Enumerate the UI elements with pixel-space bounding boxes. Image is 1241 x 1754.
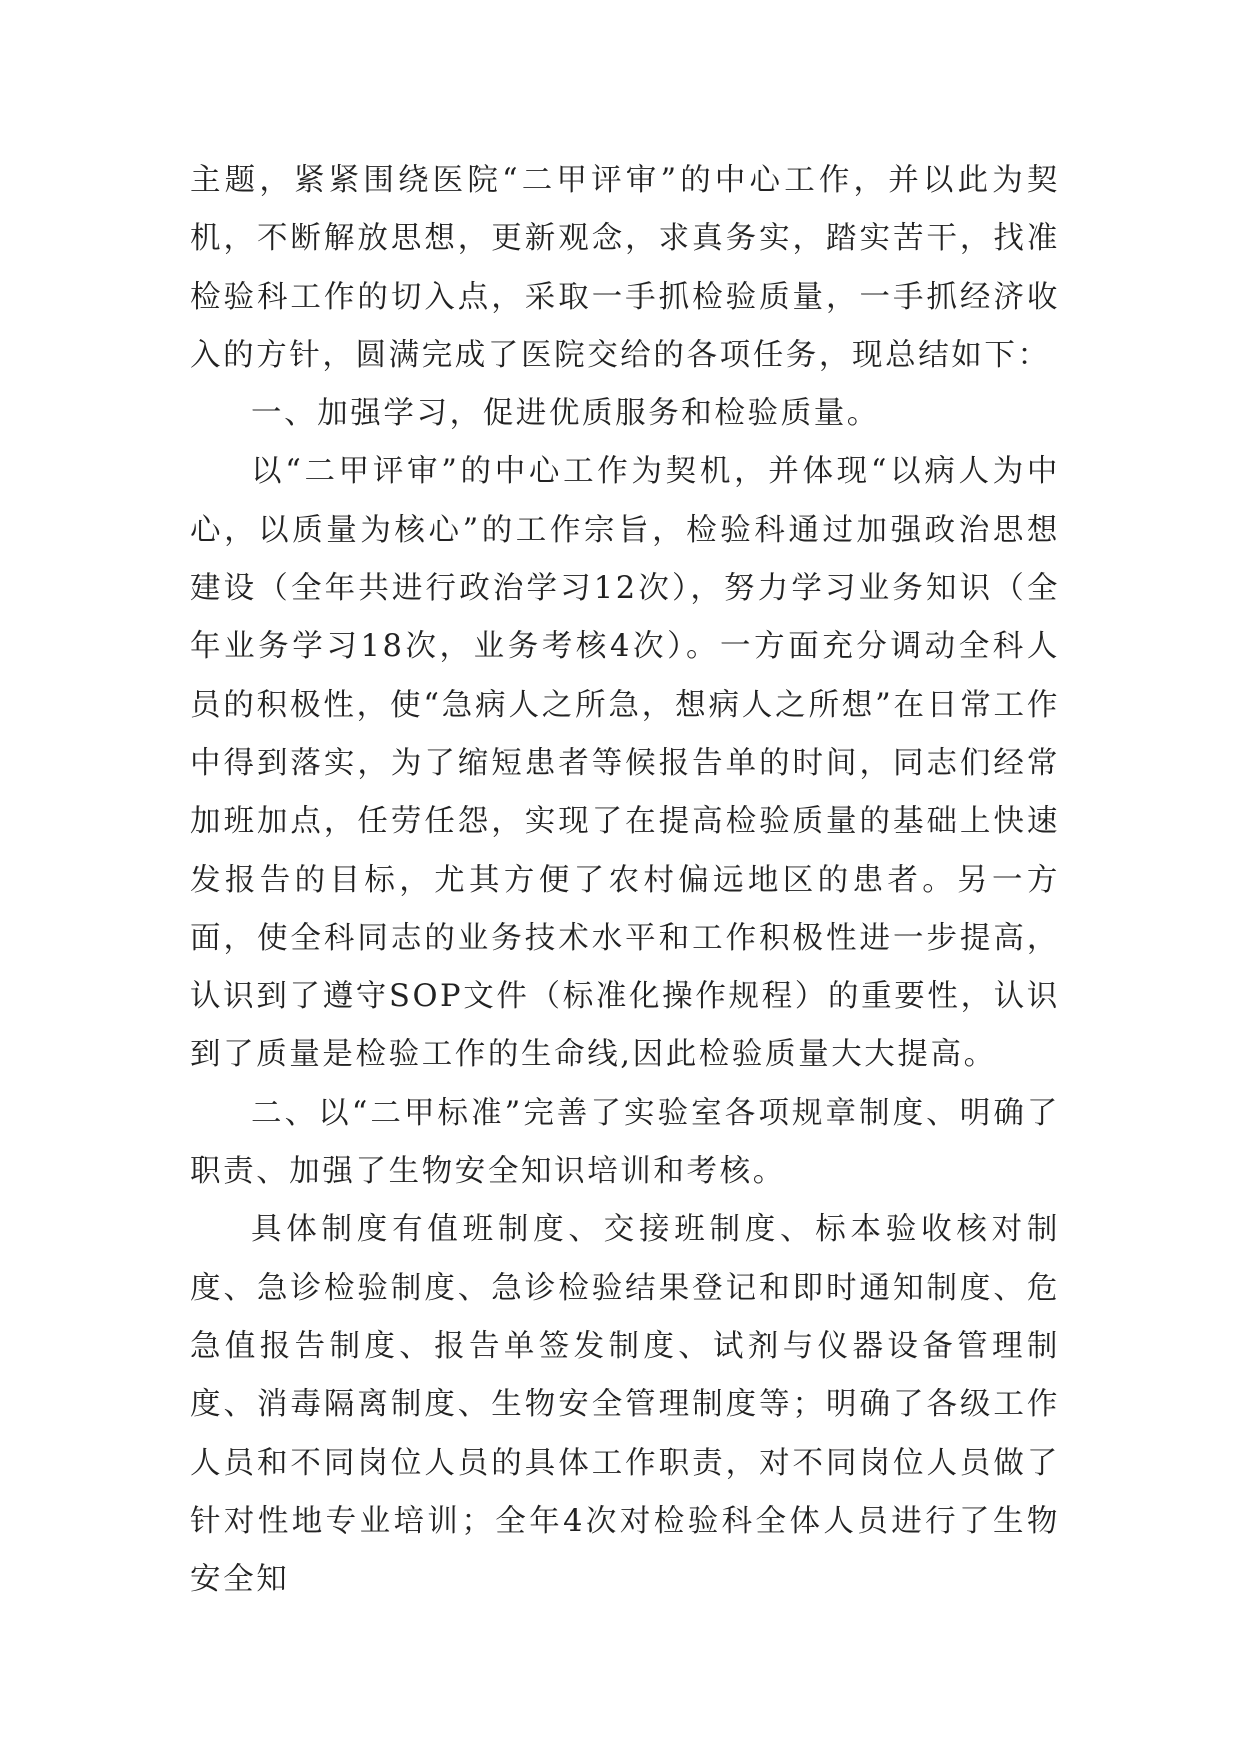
section-heading-1: 一、加强学习，促进优质服务和检验质量。 xyxy=(251,396,880,432)
paragraph-section-1: 以“二甲评审”的中心工作为契机，并体现“以病人为中心，以质量为核心”的工作宗旨，检验科通过加强政治思想建设（全年共进行政治学习12次），努力学习业务知识（全年业务学习18次，业务考核4次）。一方面充分调动全科人员的积极性，使“急病人之所急，想病人之所想”在日常工作中得到落实，为了缩短患者等候报告单的时间，同志们经常加班加点，任劳任怨，实现了在提高检验质量的基础上快速发报告的目标，尤其方便了农村偏远地区的患者。另一方面，使全科同志的业务技术水平和工作积极性进一步提高，认识到了遵守SOP文件（标准化操作规程）的重要性，认识到了质量是检验工作的生命线,因此检验质量大大提高。 xyxy=(190,454,1060,1073)
section-heading-2: 二、以“二甲标准”完善了实验室各项规章制度、明确了职责、加强了生物安全知识培训和考核。 xyxy=(190,1095,1060,1190)
document-body xyxy=(190,152,1060,1609)
paragraph-intro: 主题，紧紧围绕医院“二甲评审”的中心工作，并以此为契机，不断解放思想，更新观念，求真务实，踏实苦干，找准检验科工作的切入点，采取一手抓检验质量，一手抓经济收入的方针，圆满完成了医院交给的各项任务，现总结如下： xyxy=(190,163,1060,373)
paragraph-section-2: 具体制度有值班制度、交接班制度、标本验收核对制度、急诊检验制度、急诊检验结果登记和即时通知制度、危急值报告制度、报告单签发制度、试剂与仪器设备管理制度、消毒隔离制度、生物安全管理制度等；明确了各级工作人员和不同岗位人员的具体工作职责，对不同岗位人员做了针对性地专业培训；全年4次对检验科全体人员进行了生物安全知 xyxy=(190,1212,1060,1598)
